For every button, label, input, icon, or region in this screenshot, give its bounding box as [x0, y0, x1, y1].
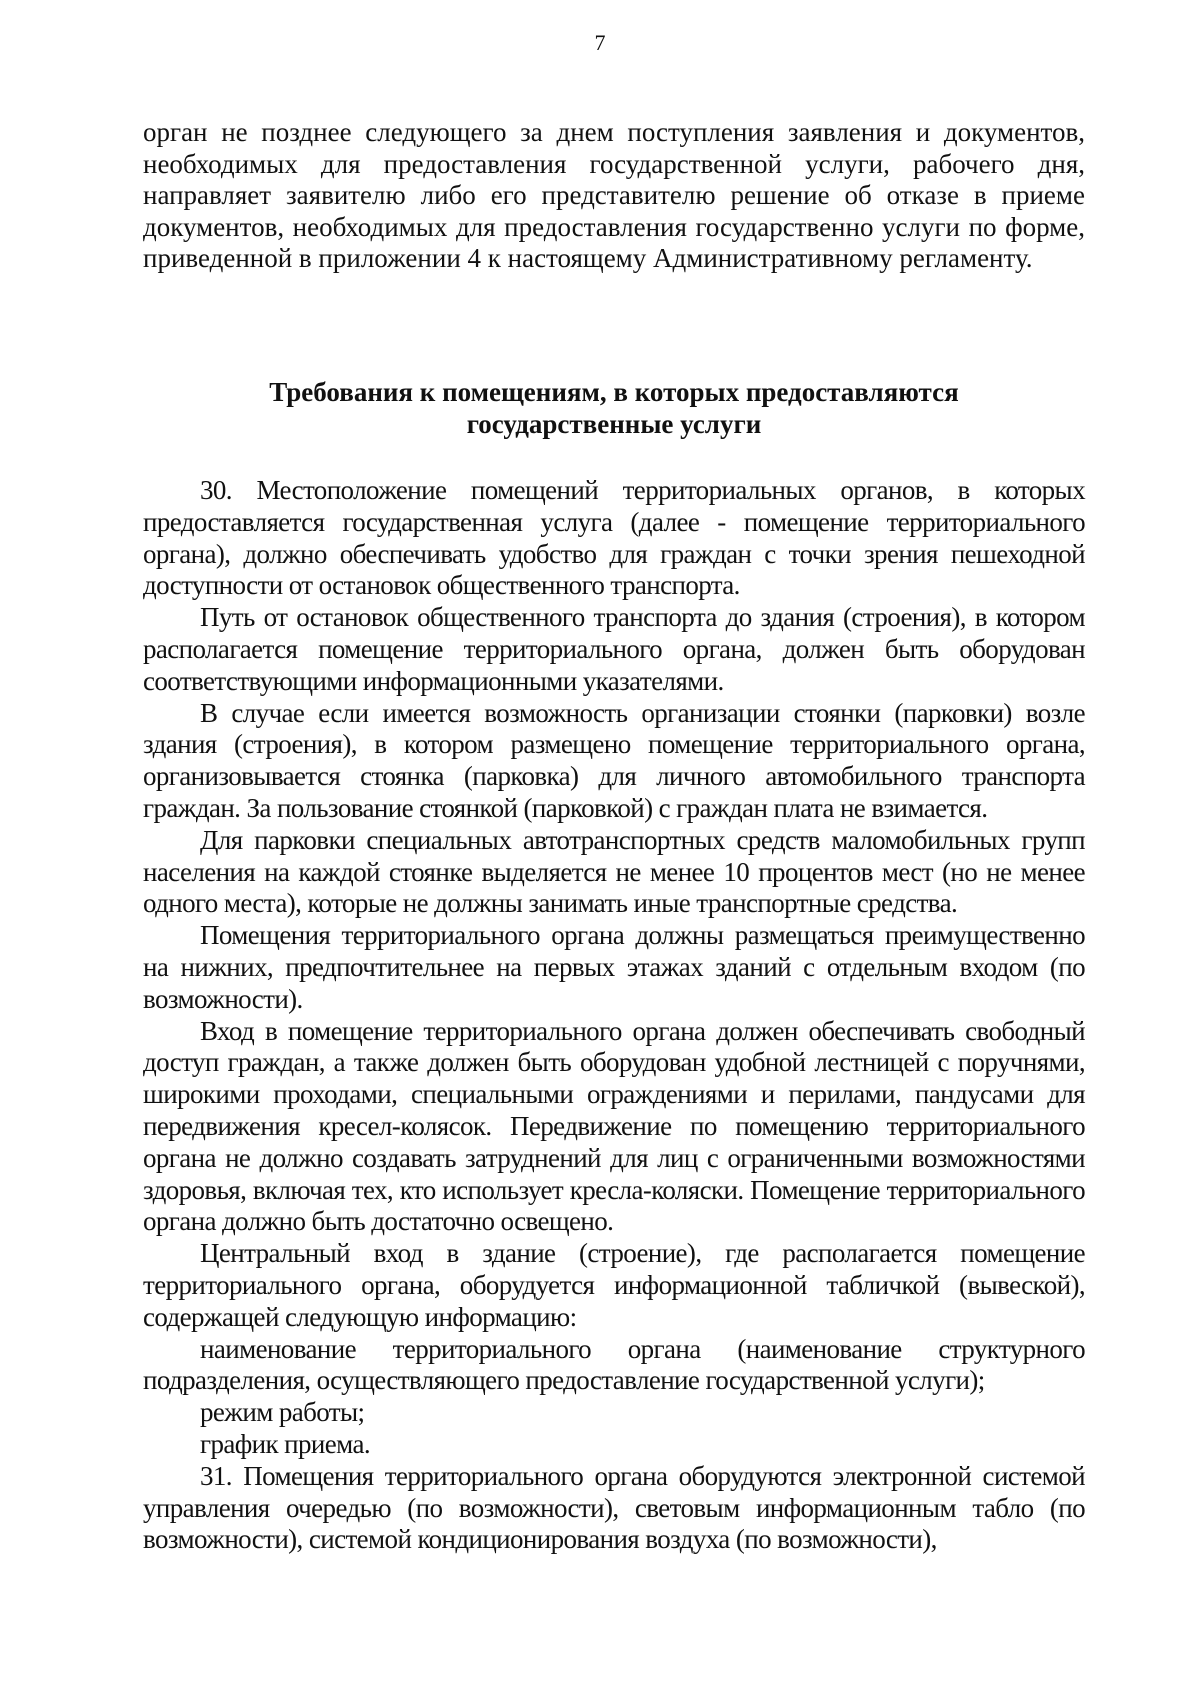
paragraph-parking: В случае если имеется возможность организации стоянки (парковки) возле здания (строения), в котором размещено помещение территориального органа, организовывается стоянка (парковка) для личного автомобильного транспорта граждан. За пользование стоянкой (парковкой) с граждан плата не взимается.: [143, 697, 1085, 823]
paragraph-floors: Помещения территориального органа должны размещаться преимущественно на нижних, предпочтительнее на первых этажах зданий с отдельным входом (по возможности).: [143, 920, 1085, 1014]
section-heading: [143, 376, 1085, 440]
page-number: 7: [594, 30, 606, 55]
paragraph-intro: орган не позднее следующего за днем поступления заявления и документов, необходимых для предоставления государственной услуги, рабочего дня, направляет заявителю либо его представителю решение об отказе в приеме документов, необходимых для предоставления государственно услуги по форме, приведенной в приложении 4 к настоящему Административному регламенту.: [143, 117, 1085, 273]
paragraph-entrance: Вход в помещение территориального органа должен обеспечивать свободный доступ граждан, а также должен быть оборудован удобной лестницей с поручнями, широкими проходами, специальными ограждениями и перилами, пандусами для передвижения кресел-колясок. Передвижение по помещению территориального органа не должно создавать затруднений для лиц с ограниченными возможностями здоровья, включая тех, кто использует кресла-коляски. Помещение территориального органа должно быть достаточно освещено.: [143, 1015, 1085, 1237]
paragraph-path: Путь от остановок общественного транспорта до здания (строения), в котором располагается помещение территориального органа, должен быть оборудован соответствующими информационными указателями.: [143, 602, 1085, 696]
paragraph-30: 30. Местоположение помещений территориальных органов, в которых предоставляется государственная услуга (далее - помещение территориального органа), должно обеспечивать удобство для граждан с точки зрения пешеходной доступности от остановок общественного транспорта.: [143, 475, 1085, 601]
paragraph-special-parking: Для парковки специальных автотранспортных средств маломобильных групп населения на каждой стоянке выделяется не менее 10 процентов мест (но не менее одного места), которые не должны занимать иные транспортные средства.: [143, 824, 1085, 919]
intro-text-block: [143, 117, 1085, 275]
section-heading-line-1: Требования к помещениям, в которых предоставляются: [269, 377, 959, 407]
paragraph-signboard: Центральный вход в здание (строение), где располагается помещение территориального органа, оборудуется информационной табличкой (вывеской), содержащей следующую информацию:: [143, 1238, 1085, 1332]
list-item-name: наименование территориального органа (наименование структурного подразделения, осуществляющего предоставление государственной услуги);: [143, 1333, 1085, 1396]
list-item-schedule: график приема.: [200, 1428, 370, 1459]
list-item-working-hours: режим работы;: [200, 1397, 365, 1428]
section-heading-line-2: государственные услуги: [466, 409, 762, 439]
body-text-block: [143, 475, 1085, 1556]
paragraph-31: 31. Помещения территориального органа оборудуются электронной системой управления очередью (по возможности), световым информационным табло (по возможности), системой кондиционирования воздуха (по возможности),: [143, 1460, 1085, 1555]
